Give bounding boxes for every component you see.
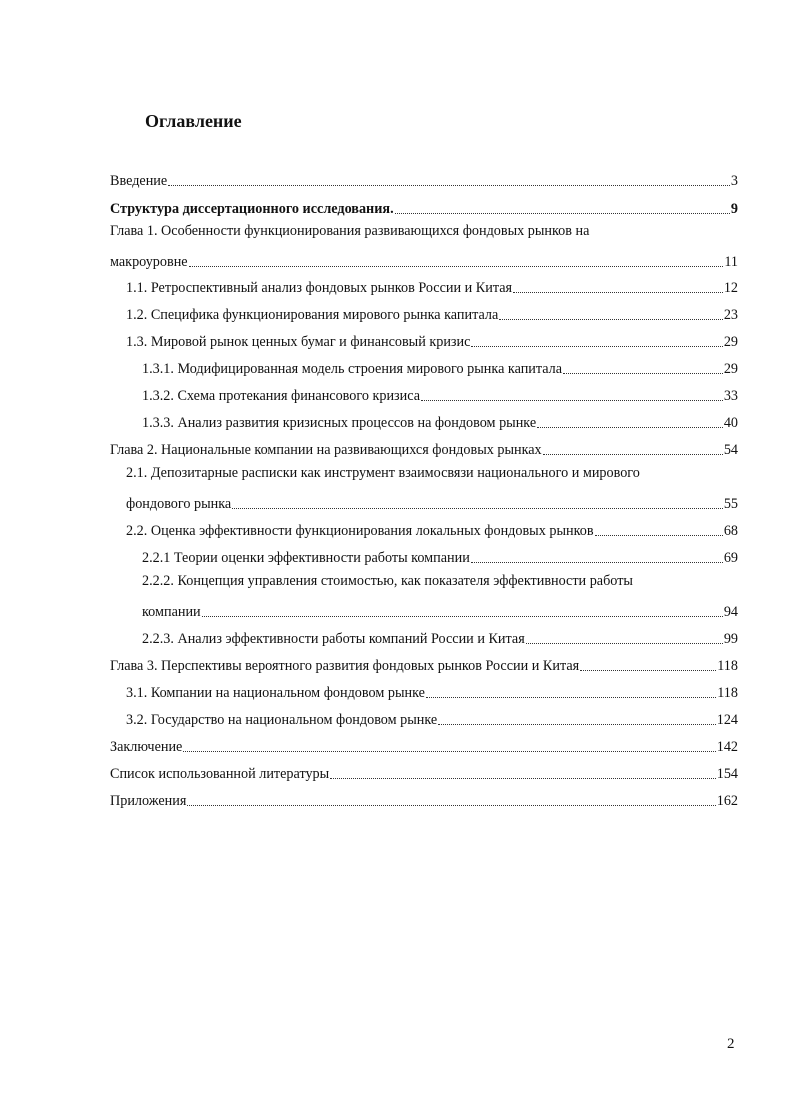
toc-entry-title: 1.1. Ретроспективный анализ фондовых рынков России и Китая [126, 280, 513, 296]
toc-entry [142, 545, 738, 567]
toc-entry [126, 302, 738, 324]
toc-entry [110, 761, 738, 783]
toc-entry [110, 437, 738, 459]
toc-entry-title: Заключение [110, 739, 183, 755]
toc-entry-page: 118 [717, 658, 738, 674]
toc-entry [142, 383, 738, 405]
toc-leader-dots [395, 213, 730, 214]
toc-entry-page: 23 [723, 307, 738, 323]
toc-entry-page: 9 [730, 201, 738, 217]
toc-entry-page: 124 [716, 712, 738, 728]
toc-entry-title: Введение [110, 173, 168, 189]
toc-leader-dots [471, 346, 722, 347]
toc-entry-page: 33 [723, 388, 738, 404]
toc-entry [110, 196, 738, 218]
toc-entry-title: макроуровне [110, 254, 188, 270]
toc-entry-page: 94 [723, 604, 738, 620]
page-title: Оглавление [145, 111, 242, 131]
toc-leader-dots [202, 616, 723, 617]
toc-leader-dots [471, 562, 723, 563]
toc-entry-page: 29 [723, 334, 738, 350]
toc-leader-dots [543, 454, 723, 455]
toc-entry [126, 680, 738, 702]
toc-entry-title: 2.2.2. Концепция управления стоимостью, как показателя эффективности работы [142, 573, 633, 589]
toc-entry-page: 12 [723, 280, 738, 296]
toc-entry-title: 1.2. Специфика функционирования мирового рынка капитала [126, 307, 499, 323]
toc-entry-title: компании [142, 604, 201, 620]
toc-leader-dots [537, 427, 723, 428]
toc-leader-dots [513, 292, 723, 293]
toc-entry [126, 707, 738, 729]
toc-entry-title: Список использованной литературы [110, 766, 330, 782]
toc-entry [110, 653, 738, 675]
toc-entry [142, 599, 738, 621]
toc-entry-page: 55 [723, 496, 738, 512]
toc-leader-dots [232, 508, 723, 509]
toc-leader-dots [580, 670, 716, 671]
toc-entry-page: 118 [717, 685, 738, 701]
toc-entry-title: 2.2.1 Теории оценки эффективности работы компании [142, 550, 470, 566]
toc-leader-dots [426, 697, 716, 698]
toc-entry-page: 162 [716, 793, 738, 809]
toc-entry [126, 329, 738, 351]
toc-entry [142, 356, 738, 378]
toc-entry-title: Глава 1. Особенности функционирования развивающихся фондовых рынков на [110, 223, 590, 239]
toc-entry [142, 626, 738, 648]
page-number: 2 [727, 1036, 735, 1052]
toc-leader-dots [526, 643, 723, 644]
toc-leader-dots [438, 724, 716, 725]
toc-entry-title: 2.2.3. Анализ эффективности работы компаний России и Китая [142, 631, 525, 647]
toc-entry [142, 572, 633, 594]
toc-entry-page: 154 [716, 766, 738, 782]
toc-entry-title: Структура диссертационного исследования. [110, 201, 394, 217]
toc-leader-dots [595, 535, 723, 536]
toc-leader-dots [183, 751, 715, 752]
toc-entry-page: 3 [730, 173, 738, 189]
toc-leader-dots [168, 185, 730, 186]
toc-entry-page: 68 [723, 523, 738, 539]
toc-entry-page: 40 [723, 415, 738, 431]
toc-entry [110, 249, 738, 271]
toc-entry-title: 3.2. Государство на национальном фондовом рынке [126, 712, 438, 728]
toc-leader-dots [499, 319, 723, 320]
toc-entry-page: 142 [716, 739, 738, 755]
toc-entry-title: 1.3. Мировой рынок ценных бумаг и финансовый кризис [126, 334, 471, 350]
toc-entry-title: Глава 3. Перспективы вероятного развития фондовых рынков России и Китая [110, 658, 580, 674]
toc-entry-title: Глава 2. Национальные компании на развивающихся фондовых рынках [110, 442, 542, 458]
toc-entry [110, 788, 738, 810]
toc-entry-title: 1.3.2. Схема протекания финансового кризиса [142, 388, 421, 404]
toc-entry-title: 1.3.3. Анализ развития кризисных процессов на фондовом рынке [142, 415, 537, 431]
toc-entry-title: 1.3.1. Модифицированная модель строения мирового рынка капитала [142, 361, 563, 377]
toc-leader-dots [330, 778, 716, 779]
toc-entry [126, 275, 738, 297]
toc-entry-title: фондового рынка [126, 496, 232, 512]
toc-leader-dots [187, 805, 715, 806]
toc-leader-dots [563, 373, 723, 374]
toc-leader-dots [421, 400, 723, 401]
toc-entry-title: 3.1. Компании на национальном фондовом рынке [126, 685, 425, 701]
toc-entry [110, 168, 738, 190]
toc-entry-title: 2.2. Оценка эффективности функционирования локальных фондовых рынков [126, 523, 594, 539]
toc-entry-title: 2.1. Депозитарные расписки как инструмент взаимосвязи национального и мирового [126, 465, 640, 481]
toc-entry [110, 734, 738, 756]
toc-entry-page: 11 [724, 254, 738, 270]
toc-entry-page: 54 [723, 442, 738, 458]
toc-entry [126, 464, 640, 486]
toc-entry [110, 222, 589, 244]
toc-entry-page: 99 [723, 631, 738, 647]
toc-entry [142, 410, 738, 432]
toc-entry-title: Приложения [110, 793, 187, 809]
toc-entry-page: 29 [723, 361, 738, 377]
toc-entry-page: 69 [723, 550, 738, 566]
toc-entry [126, 491, 738, 513]
toc-leader-dots [189, 266, 724, 267]
toc-entry [126, 518, 738, 540]
